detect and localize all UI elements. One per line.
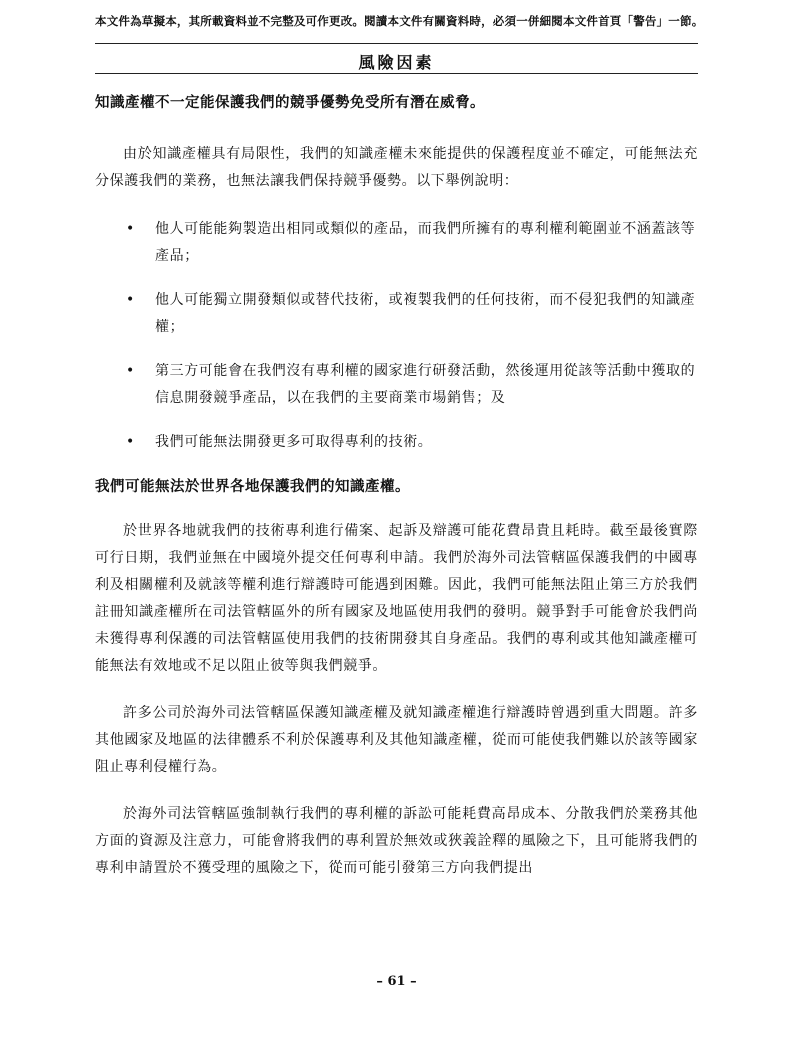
header-rule-bottom <box>95 73 698 74</box>
list-item <box>95 287 698 341</box>
page-number: – 61 – <box>376 974 417 989</box>
bullet-icon: • <box>126 363 135 379</box>
page-body <box>95 92 698 882</box>
list-item-text: 我們可能無法開發更多可取得專利的技術。 <box>155 434 433 450</box>
section-title: 風險因素 <box>358 53 435 72</box>
list-item <box>95 358 698 412</box>
list-item-text: 第三方可能會在我們沒有專利權的國家進行研發活動，然後運用從該等活動中獲取的信息開發競爭產品，以在我們的主要商業市場銷售；及 <box>155 363 696 406</box>
list-item <box>95 216 698 270</box>
draft-notice: 本文件為草擬本，其所載資料並不完整及可作更改。閱讀本文件有關資料時，必須一併細閱本文件首頁「警告」一節。 <box>95 14 704 28</box>
paragraph-ip-intro: 由於知識產權具有局限性，我們的知識產權未來能提供的保護程度並不確定，可能無法充分保護我們的業務，也無法讓我們保持競爭優勢。以下舉例說明： <box>95 146 698 189</box>
bullet-list <box>95 216 698 456</box>
header-rule-top <box>95 43 698 44</box>
paragraph-worldwide-costs: 於世界各地就我們的技術專利進行備案、起訴及辯護可能花費昂貴且耗時。截至最後實際可行日期，我們並無在中國境外提交任何專利申請。我們於海外司法管轄區保護我們的中國專利及相關權利及就該等權利進行辯護時可能遇到困難。因此，我們可能無法阻止第三方於我們註冊知識產權所在司法管轄區外的所有國家及地區使用我們的發明。競爭對手可能會於我們尚未獲得專利保護的司法管轄區使用我們的技術開發其自身產品。我們的專利或其他知識產權可能無法有效地或不足以阻止彼等與我們競爭。 <box>95 523 698 674</box>
bullet-icon: • <box>126 434 135 450</box>
paragraph-overseas-problems: 許多公司於海外司法管轄區保護知識產權及就知識產權進行辯護時曾遇到重大問題。許多其他國家及地區的法律體系不利於保護專利及其他知識產權，從而可能使我們難以於該等國家阻止專利侵權行為。 <box>95 705 698 775</box>
heading-ip-protection-limits: 知識產權不一定能保護我們的競爭優勢免受所有潛在威脅。 <box>95 94 485 111</box>
bullet-icon: • <box>126 292 135 308</box>
bullet-icon: • <box>126 221 135 237</box>
list-item <box>95 429 698 456</box>
paragraph-enforcement-litigation: 於海外司法管轄區強制執行我們的專利權的訴訟可能耗費高昂成本、分散我們於業務其他方面的資源及注意力，可能會將我們的專利置於無效或狹義詮釋的風險之下，且可能將我們的專利申請置於不獲受理的風險之下，從而可能引發第三方向我們提出 <box>95 806 698 876</box>
list-item-text: 他人可能能夠製造出相同或類似的產品，而我們所擁有的專利權利範圍並不涵蓋該等產品； <box>155 221 696 264</box>
heading-worldwide-protection: 我們可能無法於世界各地保護我們的知識產權。 <box>95 478 410 495</box>
list-item-text: 他人可能獨立開發類似或替代技術，或複製我們的任何技術，而不侵犯我們的知識產權； <box>155 292 696 335</box>
